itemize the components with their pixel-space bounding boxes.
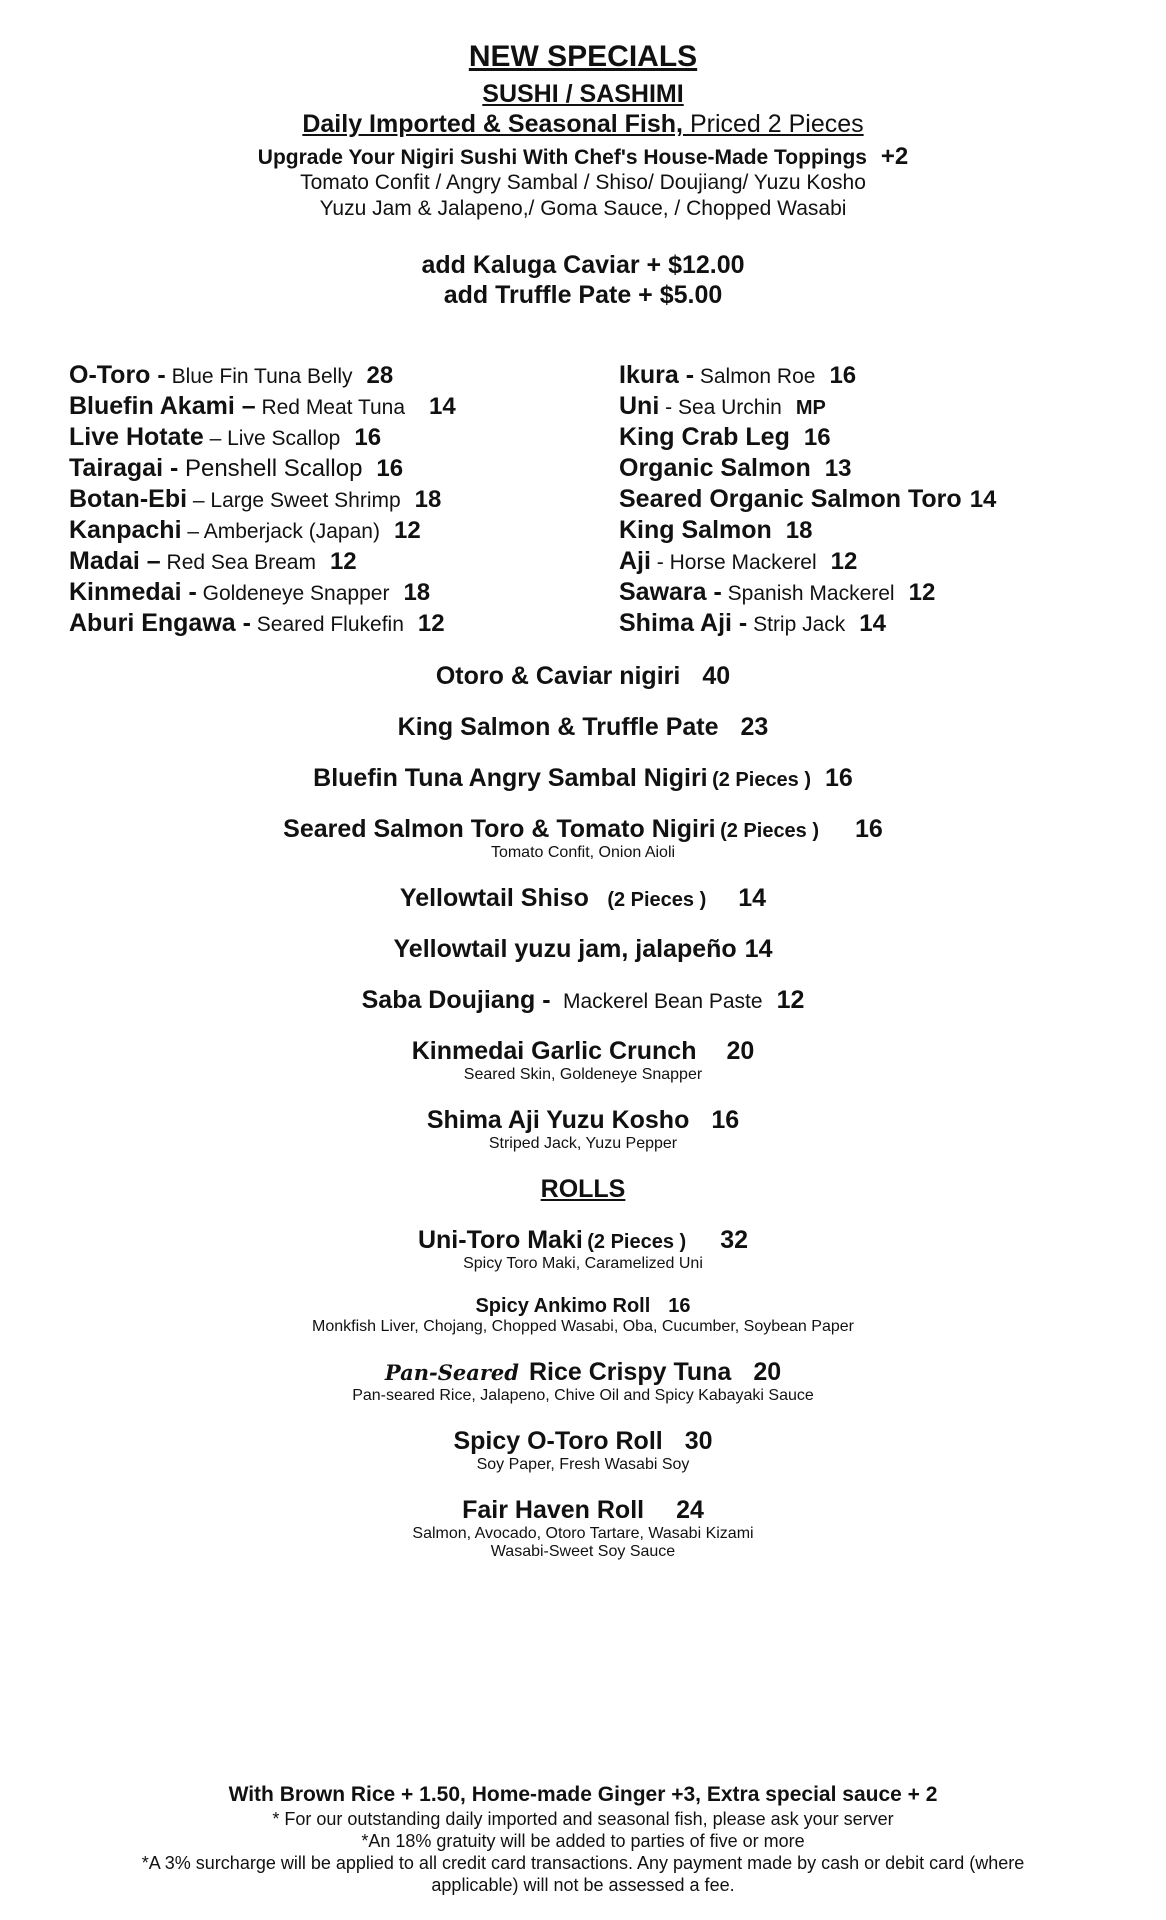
- menu-item: [69, 360, 456, 391]
- item-price: 16: [354, 424, 382, 451]
- menu-item: [619, 391, 996, 422]
- item-name: Yellowtail Shiso: [399, 884, 589, 912]
- item-price: 16: [711, 1106, 740, 1134]
- item-name: Bluefin Akami –: [69, 392, 256, 420]
- menu-item: [619, 577, 996, 608]
- item-qty: (2 Pieces ): [587, 1231, 687, 1253]
- item-name: Uni-Toro Maki: [417, 1226, 583, 1254]
- menu-item: [619, 484, 996, 515]
- item-name: Otoro & Caviar nigiri: [435, 662, 681, 690]
- item-name: Bluefin Tuna Angry Sambal Nigiri: [313, 764, 708, 792]
- item-desc: - Sea Urchin: [659, 396, 782, 419]
- item-desc: Soy Paper, Fresh Wasabi Soy: [476, 1456, 690, 1473]
- item-desc: – Live Scallop: [203, 427, 341, 450]
- menu-item: [69, 484, 456, 515]
- item-desc: Seared Flukefin: [250, 613, 404, 636]
- footer-note: *An 18% gratuity will be added to parties of five or more: [361, 1831, 805, 1851]
- item-name: Shima Aji -: [619, 609, 748, 637]
- item-price: 32: [720, 1226, 749, 1254]
- item-name: King Salmon: [619, 516, 772, 544]
- item-price: 16: [825, 764, 853, 792]
- menu-item: [69, 546, 456, 577]
- roll-item: [0, 1358, 1166, 1387]
- item-price: 18: [403, 579, 431, 606]
- item-desc: – Amberjack (Japan): [181, 520, 380, 543]
- item-price: 40: [702, 662, 731, 690]
- item-qty: (2 Pieces ): [720, 820, 820, 842]
- menu-item: [619, 422, 996, 453]
- menu-item: [69, 391, 456, 422]
- daily-fish-bold: Daily Imported & Seasonal Fish,: [302, 110, 683, 138]
- item-price: 18: [785, 517, 813, 544]
- item-qty: (2 Pieces ): [607, 889, 707, 911]
- roll-item: [0, 1226, 1166, 1255]
- item-desc: Wasabi-Sweet Soy Sauce: [490, 1543, 676, 1560]
- item-price: 12: [329, 548, 357, 575]
- item-name: Tairagai -: [69, 454, 179, 482]
- special-item: [0, 764, 1166, 793]
- item-name: Fair Haven Roll: [462, 1496, 645, 1524]
- item-name: O-Toro -: [69, 361, 166, 389]
- item-desc: Red Sea Bream: [160, 551, 316, 574]
- toppings-line-2: Yuzu Jam & Jalapeno,/ Goma Sauce, / Chopped Wasabi: [319, 197, 847, 220]
- roll-item: [0, 1427, 1166, 1456]
- special-item: [0, 713, 1166, 742]
- item-price: 23: [740, 713, 769, 741]
- item-price: 16: [376, 455, 404, 482]
- item-desc: Blue Fin Tuna Belly: [165, 365, 353, 388]
- special-item: [0, 986, 1166, 1015]
- menu-item: [69, 515, 456, 546]
- item-price: 14: [744, 935, 773, 963]
- right-menu-column: [619, 360, 996, 639]
- addons: [0, 250, 1166, 310]
- footer-note: *A 3% surcharge will be applied to all credit card transactions. Any payment made by cash or debit card (where: [141, 1853, 1025, 1873]
- item-price: 14: [969, 486, 997, 513]
- item-desc: – Large Sweet Shrimp: [187, 489, 401, 512]
- item-desc: Monkfish Liver, Chojang, Chopped Wasabi, Oba, Cucumber, Soybean Paper: [312, 1318, 854, 1335]
- special-item: [0, 1106, 1166, 1135]
- item-desc: Spanish Mackerel: [721, 582, 895, 605]
- menu-item: [69, 422, 456, 453]
- item-name: Spicy O-Toro Roll: [453, 1427, 663, 1455]
- item-desc: - Horse Mackerel: [650, 551, 817, 574]
- menu-item: [619, 608, 996, 639]
- item-name: Kanpachi: [69, 516, 182, 544]
- item-name: Shima Aji Yuzu Kosho: [426, 1106, 690, 1134]
- item-name: Seared Salmon Toro & Tomato Nigiri: [283, 815, 716, 843]
- item-name: Rice Crispy Tuna: [528, 1358, 732, 1386]
- item-name: Aburi Engawa -: [69, 609, 251, 637]
- item-desc: Pan-seared Rice, Jalapeno, Chive Oil and Spicy Kabayaki Sauce: [352, 1387, 814, 1404]
- daily-fish-line: [0, 110, 1166, 139]
- item-desc: Salmon, Avocado, Otoro Tartare, Wasabi Kizami: [412, 1525, 754, 1542]
- item-price: 20: [753, 1358, 782, 1386]
- item-desc: Strip Jack: [747, 613, 846, 636]
- item-name: Yellowtail yuzu jam, jalapeño: [393, 935, 737, 963]
- menu-item: [69, 577, 456, 608]
- item-price: 18: [414, 486, 442, 513]
- item-desc: Seared Skin, Goldeneye Snapper: [463, 1066, 703, 1083]
- menu-item: [619, 546, 996, 577]
- item-price: 14: [859, 610, 886, 637]
- item-price: 30: [684, 1427, 713, 1455]
- rolls-heading: ROLLS: [540, 1175, 626, 1203]
- item-desc: Tomato Confit, Onion Aioli: [490, 844, 676, 861]
- special-item: [0, 935, 1166, 964]
- item-name: Sawara -: [619, 578, 722, 606]
- item-name: Spicy Ankimo Roll: [475, 1295, 651, 1317]
- item-desc: Mackerel Bean Paste: [562, 990, 763, 1013]
- item-name: Organic Salmon: [619, 454, 811, 482]
- item-price: 12: [908, 579, 936, 606]
- item-name: Aji: [619, 547, 651, 575]
- specials-section: [0, 662, 1166, 1561]
- item-price: 28: [366, 362, 394, 389]
- upgrade-text: Upgrade Your Nigiri Sushi With Chef's House-Made Toppings: [257, 146, 867, 169]
- roll-item: [0, 1295, 1166, 1318]
- item-prefix: Pan-Seared: [384, 1360, 519, 1385]
- item-price: 14: [429, 393, 456, 420]
- item-desc: Salmon Roe: [694, 365, 816, 388]
- item-price: 12: [830, 548, 858, 575]
- addon-truffle: add Truffle Pate + $5.00: [443, 281, 723, 309]
- upgrade-line: [0, 143, 1166, 171]
- item-price: 16: [803, 424, 831, 451]
- item-name: Saba Doujiang -: [361, 986, 551, 1014]
- footer-note: applicable) will not be assessed a fee.: [431, 1875, 735, 1895]
- addon-caviar: add Kaluga Caviar + $12.00: [421, 251, 745, 279]
- item-name: Kinmedai -: [69, 578, 197, 606]
- special-item: [0, 662, 1166, 691]
- section-subtitle: SUSHI / SASHIMI: [482, 80, 684, 108]
- item-price: 14: [738, 884, 767, 912]
- item-desc: Red Meat Tuna: [255, 396, 406, 419]
- item-desc: Striped Jack, Yuzu Pepper: [488, 1135, 678, 1152]
- menu-item: [619, 360, 996, 391]
- item-desc: Goldeneye Snapper: [196, 582, 390, 605]
- item-price: MP: [795, 397, 826, 419]
- item-desc: Penshell Scallop: [178, 455, 363, 482]
- item-name: Seared Organic Salmon Toro: [619, 485, 962, 513]
- item-price: 16: [855, 815, 883, 843]
- item-name: Ikura -: [619, 361, 695, 389]
- item-qty: (2 Pieces ): [712, 769, 812, 791]
- special-item: [0, 815, 1166, 844]
- menu-item: [69, 453, 456, 484]
- menu-item: [619, 453, 996, 484]
- item-name: Botan-Ebi: [69, 485, 188, 513]
- item-price: 20: [726, 1037, 755, 1065]
- item-name: King Crab Leg: [619, 423, 790, 451]
- page-title: NEW SPECIALS: [468, 40, 698, 73]
- item-name: Madai –: [69, 547, 161, 575]
- item-price: 16: [829, 362, 857, 389]
- footer: [0, 1782, 1166, 1896]
- item-price: 13: [824, 455, 852, 482]
- roll-item: [0, 1496, 1166, 1525]
- extras-line: With Brown Rice + 1.50, Home-made Ginger +3, Extra special sauce + 2: [228, 1783, 938, 1806]
- item-price: 12: [417, 610, 445, 637]
- left-menu-column: [69, 360, 456, 639]
- item-price: 12: [393, 517, 421, 544]
- footer-note: * For our outstanding daily imported and seasonal fish, please ask your server: [272, 1809, 894, 1829]
- item-name: King Salmon & Truffle Pate: [397, 713, 719, 741]
- special-item: [0, 1037, 1166, 1066]
- item-name: Kinmedai Garlic Crunch: [411, 1037, 697, 1065]
- toppings-line-1: Tomato Confit / Angry Sambal / Shiso/ Doujiang/ Yuzu Kosho: [300, 171, 866, 194]
- item-name: Uni: [619, 392, 660, 420]
- item-price: 16: [668, 1295, 691, 1317]
- upgrade-price: +2: [880, 143, 909, 170]
- menu-item: [619, 515, 996, 546]
- daily-fish-rest: Priced 2 Pieces: [683, 110, 864, 138]
- special-item: [0, 884, 1166, 913]
- item-price: 12: [776, 986, 805, 1014]
- item-price: 24: [676, 1496, 704, 1524]
- menu-item: [69, 608, 456, 639]
- item-name: Live Hotate: [69, 423, 204, 451]
- item-desc: Spicy Toro Maki, Caramelized Uni: [463, 1255, 703, 1272]
